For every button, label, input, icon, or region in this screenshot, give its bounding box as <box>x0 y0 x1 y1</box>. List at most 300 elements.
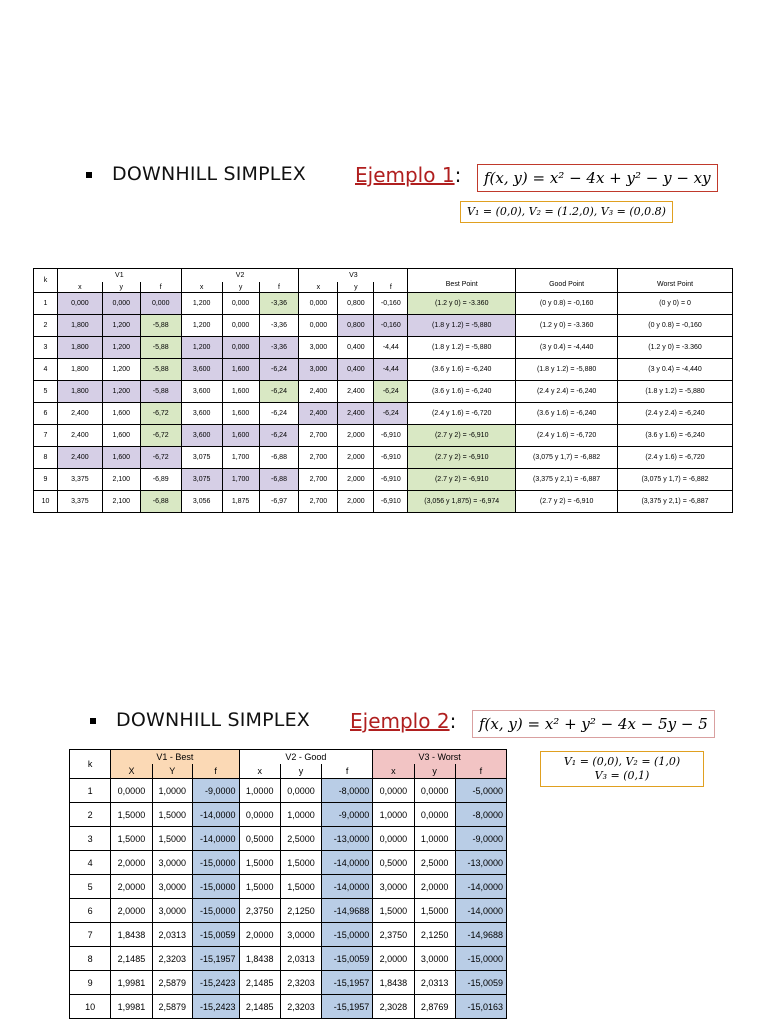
value-cell: 0,000 <box>222 293 259 315</box>
value-cell: 2,1485 <box>239 995 280 1019</box>
value-cell: -3,36 <box>259 315 299 337</box>
example-label-2-colon: : <box>449 709 457 733</box>
value-cell: 1,600 <box>222 381 259 403</box>
v1-header: V1 <box>57 269 181 283</box>
point-cell: (1.2 y 0) = -3.360 <box>516 315 618 337</box>
table-row <box>34 425 733 447</box>
value-cell: -6,24 <box>259 381 299 403</box>
value-cell: 3,600 <box>181 359 222 381</box>
value-cell: 2,5879 <box>152 995 192 1019</box>
example-label-1-colon: : <box>454 163 462 187</box>
value-cell: 2,000 <box>338 491 374 513</box>
value-cell: 0,0000 <box>239 803 280 827</box>
point-cell: (3.6 y 1.6) = -6,240 <box>408 359 516 381</box>
row-index-cell: 1 <box>34 293 58 315</box>
value-cell: 2,400 <box>57 403 102 425</box>
value-cell: -15,0000 <box>192 875 239 899</box>
value-cell: 3,600 <box>181 403 222 425</box>
worst-point-header: Worst Point <box>618 269 733 293</box>
point-cell: (3.6 y 1.6) = -6,240 <box>618 425 733 447</box>
point-cell: (3,075 y 1,7) = -6,882 <box>618 469 733 491</box>
value-cell: 2,0000 <box>111 875 152 899</box>
value-cell: 1,5000 <box>239 875 280 899</box>
value-cell: 1,5000 <box>414 899 455 923</box>
v1-best-header: V1 - Best <box>111 750 239 765</box>
table-body <box>70 779 507 1019</box>
value-cell: -15,0059 <box>322 947 373 971</box>
point-cell: (1.2 y 0) = -3.360 <box>408 293 516 315</box>
value-cell: -6,910 <box>374 425 408 447</box>
value-cell: 1,5000 <box>280 875 321 899</box>
point-cell: (3 y 0.4) = -4,440 <box>618 359 733 381</box>
value-cell: 2,0000 <box>111 899 152 923</box>
section-heading-2: DOWNHILL SIMPLEX <box>116 709 311 731</box>
row-index-cell: 5 <box>70 875 111 899</box>
value-cell: 2,400 <box>299 403 338 425</box>
value-cell: 1,5000 <box>280 851 321 875</box>
value-cell: 3,0000 <box>152 875 192 899</box>
point-cell: (3.6 y 1.6) = -6,240 <box>516 403 618 425</box>
value-cell: 2,1250 <box>280 899 321 923</box>
value-cell: 0,000 <box>299 315 338 337</box>
v2-f-header: f <box>322 764 373 779</box>
row-index-cell: 2 <box>34 315 58 337</box>
value-cell: 2,0313 <box>152 923 192 947</box>
value-cell: 3,056 <box>181 491 222 513</box>
value-cell: 1,5000 <box>111 803 152 827</box>
value-cell: -6,88 <box>259 447 299 469</box>
value-cell: 1,600 <box>102 447 140 469</box>
value-cell: -8,0000 <box>455 803 506 827</box>
row-index-cell: 9 <box>70 971 111 995</box>
v2-header: V2 <box>181 269 299 283</box>
function-formula-2: f(x, y) = x² + y² − 4x − 5y − 5 <box>472 710 715 738</box>
point-cell: (3 y 0.4) = -4,440 <box>516 337 618 359</box>
value-cell: -0,160 <box>374 293 408 315</box>
table-row <box>34 337 733 359</box>
value-cell: 1,5000 <box>373 899 414 923</box>
value-cell: 0,000 <box>299 293 338 315</box>
table-row <box>70 827 507 851</box>
row-index-cell: 2 <box>70 803 111 827</box>
value-cell: -5,88 <box>140 381 181 403</box>
value-cell: -8,0000 <box>322 779 373 803</box>
value-cell: 3,000 <box>299 359 338 381</box>
value-cell: 2,8769 <box>414 995 455 1019</box>
table-row <box>34 403 733 425</box>
value-cell: 0,400 <box>338 359 374 381</box>
point-cell: (1.8 y 1.2) = -5,880 <box>408 337 516 359</box>
value-cell: 3,000 <box>299 337 338 359</box>
point-cell: (2.7 y 2) = -6,910 <box>408 447 516 469</box>
example-label-2 <box>350 709 456 733</box>
value-cell: 0,5000 <box>239 827 280 851</box>
value-cell: 2,1485 <box>111 947 152 971</box>
value-cell: 3,0000 <box>280 923 321 947</box>
value-cell: 2,700 <box>299 469 338 491</box>
point-cell: (2.4 y 1.6) = -6,720 <box>516 425 618 447</box>
table-row <box>34 315 733 337</box>
value-cell: -6,88 <box>259 469 299 491</box>
point-cell: (0 y 0.8) = -0,160 <box>516 293 618 315</box>
value-cell: -15,0000 <box>322 923 373 947</box>
table-row <box>34 293 733 315</box>
value-cell: 3,0000 <box>373 875 414 899</box>
point-cell: (1.8 y 1.2) = -5,880 <box>516 359 618 381</box>
v2-y-header: y <box>280 764 321 779</box>
value-cell: -9,0000 <box>455 827 506 851</box>
table-row <box>70 803 507 827</box>
value-cell: 2,0313 <box>280 947 321 971</box>
value-cell: -5,88 <box>140 315 181 337</box>
value-cell: 2,0000 <box>239 923 280 947</box>
value-cell: 1,200 <box>181 315 222 337</box>
point-cell: (2.7 y 2) = -6,910 <box>408 425 516 447</box>
value-cell: 3,0000 <box>152 851 192 875</box>
v3-x-header: x <box>299 282 338 293</box>
value-cell: 0,000 <box>57 293 102 315</box>
good-point-header: Good Point <box>516 269 618 293</box>
table-row <box>34 359 733 381</box>
value-cell: 1,200 <box>181 337 222 359</box>
table-row <box>70 899 507 923</box>
table-row <box>34 447 733 469</box>
value-cell: -15,2423 <box>192 971 239 995</box>
table-row <box>34 381 733 403</box>
value-cell: -6,910 <box>374 447 408 469</box>
value-cell: 1,0000 <box>239 779 280 803</box>
section-heading-1: DOWNHILL SIMPLEX <box>112 163 307 185</box>
value-cell: -6,910 <box>374 469 408 491</box>
value-cell: -6,72 <box>140 425 181 447</box>
row-index-cell: 4 <box>70 851 111 875</box>
row-index-cell: 4 <box>34 359 58 381</box>
bullet-icon <box>86 172 92 178</box>
table-row <box>70 851 507 875</box>
value-cell: 0,0000 <box>373 827 414 851</box>
value-cell: -15,0000 <box>192 899 239 923</box>
value-cell: 0,800 <box>338 293 374 315</box>
v3-x-header: x <box>373 764 414 779</box>
point-cell: (3,375 y 2,1) = -6,887 <box>516 469 618 491</box>
initial-vertices-2 <box>540 751 704 787</box>
value-cell: 2,400 <box>338 381 374 403</box>
value-cell: 0,0000 <box>373 779 414 803</box>
v3-f-header: f <box>455 764 506 779</box>
value-cell: -4,44 <box>374 359 408 381</box>
v1-f-header: f <box>192 764 239 779</box>
value-cell: 2,3203 <box>152 947 192 971</box>
value-cell: -5,0000 <box>455 779 506 803</box>
value-cell: 0,000 <box>140 293 181 315</box>
point-cell: (3,375 y 2,1) = -6,887 <box>618 491 733 513</box>
value-cell: 1,5000 <box>152 803 192 827</box>
example-label-2-text: Ejemplo 2 <box>350 709 450 733</box>
v2-x-header: x <box>181 282 222 293</box>
value-cell: 3,0000 <box>152 899 192 923</box>
v3-y-header: y <box>414 764 455 779</box>
table-body <box>34 293 733 513</box>
v1-y-header: Y <box>152 764 192 779</box>
value-cell: 1,600 <box>102 403 140 425</box>
initial-vertices-2-line1: V₁ = (0,0), V₂ = (1,0) <box>563 755 681 768</box>
k-header: k <box>70 750 111 779</box>
value-cell: 2,0313 <box>414 971 455 995</box>
value-cell: -5,88 <box>140 337 181 359</box>
value-cell: 0,0000 <box>280 779 321 803</box>
value-cell: -6,97 <box>259 491 299 513</box>
value-cell: 1,0000 <box>373 803 414 827</box>
value-cell: 0,000 <box>222 315 259 337</box>
point-cell: (3,056 y 1,875) = -6,974 <box>408 491 516 513</box>
value-cell: 1,5000 <box>152 827 192 851</box>
v3-y-header: y <box>338 282 374 293</box>
table-row <box>70 923 507 947</box>
table-header-row <box>34 269 733 283</box>
value-cell: -15,0059 <box>192 923 239 947</box>
table-row <box>70 875 507 899</box>
value-cell: -9,0000 <box>322 803 373 827</box>
table-row <box>70 995 507 1019</box>
value-cell: -9,0000 <box>192 779 239 803</box>
value-cell: 1,875 <box>222 491 259 513</box>
value-cell: -15,2423 <box>192 995 239 1019</box>
point-cell: (0 y 0.8) = -0,160 <box>618 315 733 337</box>
table-header-row <box>70 750 507 765</box>
table-row <box>34 491 733 513</box>
value-cell: 0,0000 <box>414 779 455 803</box>
value-cell: -14,0000 <box>322 851 373 875</box>
row-index-cell: 5 <box>34 381 58 403</box>
value-cell: -0,160 <box>374 315 408 337</box>
v3-f-header: f <box>374 282 408 293</box>
value-cell: 2,700 <box>299 491 338 513</box>
v1-x-header: X <box>111 764 152 779</box>
row-index-cell: 9 <box>34 469 58 491</box>
value-cell: -6,24 <box>374 381 408 403</box>
point-cell: (3,075 y 1,7) = -6,882 <box>516 447 618 469</box>
value-cell: 2,400 <box>299 381 338 403</box>
v2-y-header: y <box>222 282 259 293</box>
value-cell: 3,600 <box>181 381 222 403</box>
value-cell: 0,0000 <box>414 803 455 827</box>
table-subheader-row <box>70 764 507 779</box>
value-cell: -6,24 <box>259 425 299 447</box>
point-cell: (2.4 y 2.4) = -6,240 <box>516 381 618 403</box>
value-cell: 1,200 <box>102 315 140 337</box>
k-header: k <box>34 269 58 293</box>
row-index-cell: 10 <box>70 995 111 1019</box>
value-cell: 3,375 <box>57 491 102 513</box>
value-cell: -14,9688 <box>322 899 373 923</box>
point-cell: (1.8 y 1.2) = -5,880 <box>408 315 516 337</box>
value-cell: 3,600 <box>181 425 222 447</box>
value-cell: 1,200 <box>102 381 140 403</box>
value-cell: 2,400 <box>338 403 374 425</box>
value-cell: 1,600 <box>222 359 259 381</box>
row-index-cell: 6 <box>34 403 58 425</box>
value-cell: 1,9981 <box>111 971 152 995</box>
value-cell: -5,88 <box>140 359 181 381</box>
value-cell: 1,0000 <box>152 779 192 803</box>
value-cell: 2,5879 <box>152 971 192 995</box>
point-cell: (2.7 y 2) = -6,910 <box>516 491 618 513</box>
value-cell: -14,0000 <box>455 899 506 923</box>
example-label-1-text: Ejemplo 1 <box>355 163 455 187</box>
value-cell: 1,8438 <box>239 947 280 971</box>
value-cell: -15,0000 <box>455 947 506 971</box>
value-cell: 3,375 <box>57 469 102 491</box>
table-row <box>70 971 507 995</box>
v2-good-header: V2 - Good <box>239 750 373 765</box>
value-cell: 1,8438 <box>111 923 152 947</box>
row-index-cell: 7 <box>34 425 58 447</box>
value-cell: 1,5000 <box>239 851 280 875</box>
value-cell: -13,0000 <box>322 827 373 851</box>
value-cell: 1,800 <box>57 337 102 359</box>
value-cell: -15,1957 <box>322 995 373 1019</box>
value-cell: -15,0059 <box>455 971 506 995</box>
point-cell: (0 y 0) = 0 <box>618 293 733 315</box>
point-cell: (3.6 y 1.6) = -6,240 <box>408 381 516 403</box>
initial-vertices-1: V₁ = (0,0), V₂ = (1.2,0), V₃ = (0,0.8) <box>460 201 673 223</box>
bullet-icon <box>90 718 96 724</box>
value-cell: 2,5000 <box>280 827 321 851</box>
value-cell: -6,910 <box>374 491 408 513</box>
value-cell: -14,0000 <box>192 827 239 851</box>
value-cell: 2,000 <box>338 425 374 447</box>
value-cell: 1,600 <box>222 425 259 447</box>
value-cell: -3,36 <box>259 337 299 359</box>
value-cell: 2,000 <box>338 447 374 469</box>
value-cell: 1,800 <box>57 381 102 403</box>
value-cell: 1,800 <box>57 359 102 381</box>
value-cell: 1,9981 <box>111 995 152 1019</box>
value-cell: 2,1250 <box>414 923 455 947</box>
value-cell: -14,0000 <box>322 875 373 899</box>
value-cell: -6,24 <box>259 403 299 425</box>
value-cell: -6,72 <box>140 403 181 425</box>
point-cell: (2.7 y 2) = -6,910 <box>408 469 516 491</box>
value-cell: -6,24 <box>259 359 299 381</box>
value-cell: -14,9688 <box>455 923 506 947</box>
value-cell: 1,700 <box>222 469 259 491</box>
value-cell: 2,100 <box>102 491 140 513</box>
value-cell: -13,0000 <box>455 851 506 875</box>
v1-x-header: x <box>57 282 102 293</box>
table-row <box>70 779 507 803</box>
value-cell: 2,400 <box>57 447 102 469</box>
value-cell: -15,0163 <box>455 995 506 1019</box>
value-cell: 1,5000 <box>111 827 152 851</box>
value-cell: 1,200 <box>102 359 140 381</box>
value-cell: 1,200 <box>181 293 222 315</box>
row-index-cell: 6 <box>70 899 111 923</box>
v2-f-header: f <box>259 282 299 293</box>
point-cell: (1.2 y 0) = -3.360 <box>618 337 733 359</box>
value-cell: 2,400 <box>57 425 102 447</box>
value-cell: 3,075 <box>181 447 222 469</box>
value-cell: 2,0000 <box>111 851 152 875</box>
value-cell: 1,600 <box>222 403 259 425</box>
value-cell: 0,000 <box>222 337 259 359</box>
table-row <box>34 469 733 491</box>
value-cell: -15,1957 <box>322 971 373 995</box>
function-formula-1: f(x, y) = x² − 4x + y² − y − xy <box>477 164 718 192</box>
value-cell: 0,000 <box>102 293 140 315</box>
value-cell: 3,075 <box>181 469 222 491</box>
value-cell: 1,600 <box>102 425 140 447</box>
v1-f-header: f <box>140 282 181 293</box>
value-cell: 0,400 <box>338 337 374 359</box>
table-row <box>70 947 507 971</box>
value-cell: 1,8438 <box>373 971 414 995</box>
value-cell: -15,1957 <box>192 947 239 971</box>
row-index-cell: 7 <box>70 923 111 947</box>
v3-header: V3 <box>299 269 408 283</box>
row-index-cell: 3 <box>70 827 111 851</box>
value-cell: -6,88 <box>140 491 181 513</box>
value-cell: 1,0000 <box>414 827 455 851</box>
value-cell: 3,0000 <box>414 947 455 971</box>
value-cell: -6,24 <box>374 403 408 425</box>
row-index-cell: 1 <box>70 779 111 803</box>
row-index-cell: 3 <box>34 337 58 359</box>
value-cell: 0,5000 <box>373 851 414 875</box>
value-cell: 2,3750 <box>239 899 280 923</box>
value-cell: 2,3203 <box>280 995 321 1019</box>
value-cell: 2,700 <box>299 447 338 469</box>
point-cell: (1.8 y 1.2) = -5,880 <box>618 381 733 403</box>
value-cell: 2,0000 <box>373 947 414 971</box>
value-cell: -14,0000 <box>455 875 506 899</box>
value-cell: -6,89 <box>140 469 181 491</box>
value-cell: 2,3203 <box>280 971 321 995</box>
example-label-1 <box>355 163 461 187</box>
best-point-header: Best Point <box>408 269 516 293</box>
value-cell: 1,0000 <box>280 803 321 827</box>
value-cell: -14,0000 <box>192 803 239 827</box>
row-index-cell: 10 <box>34 491 58 513</box>
value-cell: 2,5000 <box>414 851 455 875</box>
row-index-cell: 8 <box>34 447 58 469</box>
value-cell: 2,100 <box>102 469 140 491</box>
value-cell: -15,0000 <box>192 851 239 875</box>
v1-y-header: y <box>102 282 140 293</box>
point-cell: (2.4 y 1.6) = -6,720 <box>618 447 733 469</box>
value-cell: 2,3028 <box>373 995 414 1019</box>
value-cell: 2,3750 <box>373 923 414 947</box>
value-cell: -3,36 <box>259 293 299 315</box>
row-index-cell: 8 <box>70 947 111 971</box>
simplex-table-1 <box>33 268 733 513</box>
v2-x-header: x <box>239 764 280 779</box>
value-cell: 2,700 <box>299 425 338 447</box>
point-cell: (2.4 y 2.4) = -6,240 <box>618 403 733 425</box>
point-cell: (2.4 y 1.6) = -6,720 <box>408 403 516 425</box>
value-cell: 0,800 <box>338 315 374 337</box>
value-cell: 1,200 <box>102 337 140 359</box>
v3-worst-header: V3 - Worst <box>373 750 507 765</box>
value-cell: -6,72 <box>140 447 181 469</box>
value-cell: -4,44 <box>374 337 408 359</box>
value-cell: 1,700 <box>222 447 259 469</box>
initial-vertices-2-line2: V₃ = (0,1) <box>594 769 650 782</box>
value-cell: 2,0000 <box>414 875 455 899</box>
value-cell: 0,0000 <box>111 779 152 803</box>
value-cell: 2,1485 <box>239 971 280 995</box>
value-cell: 2,000 <box>338 469 374 491</box>
